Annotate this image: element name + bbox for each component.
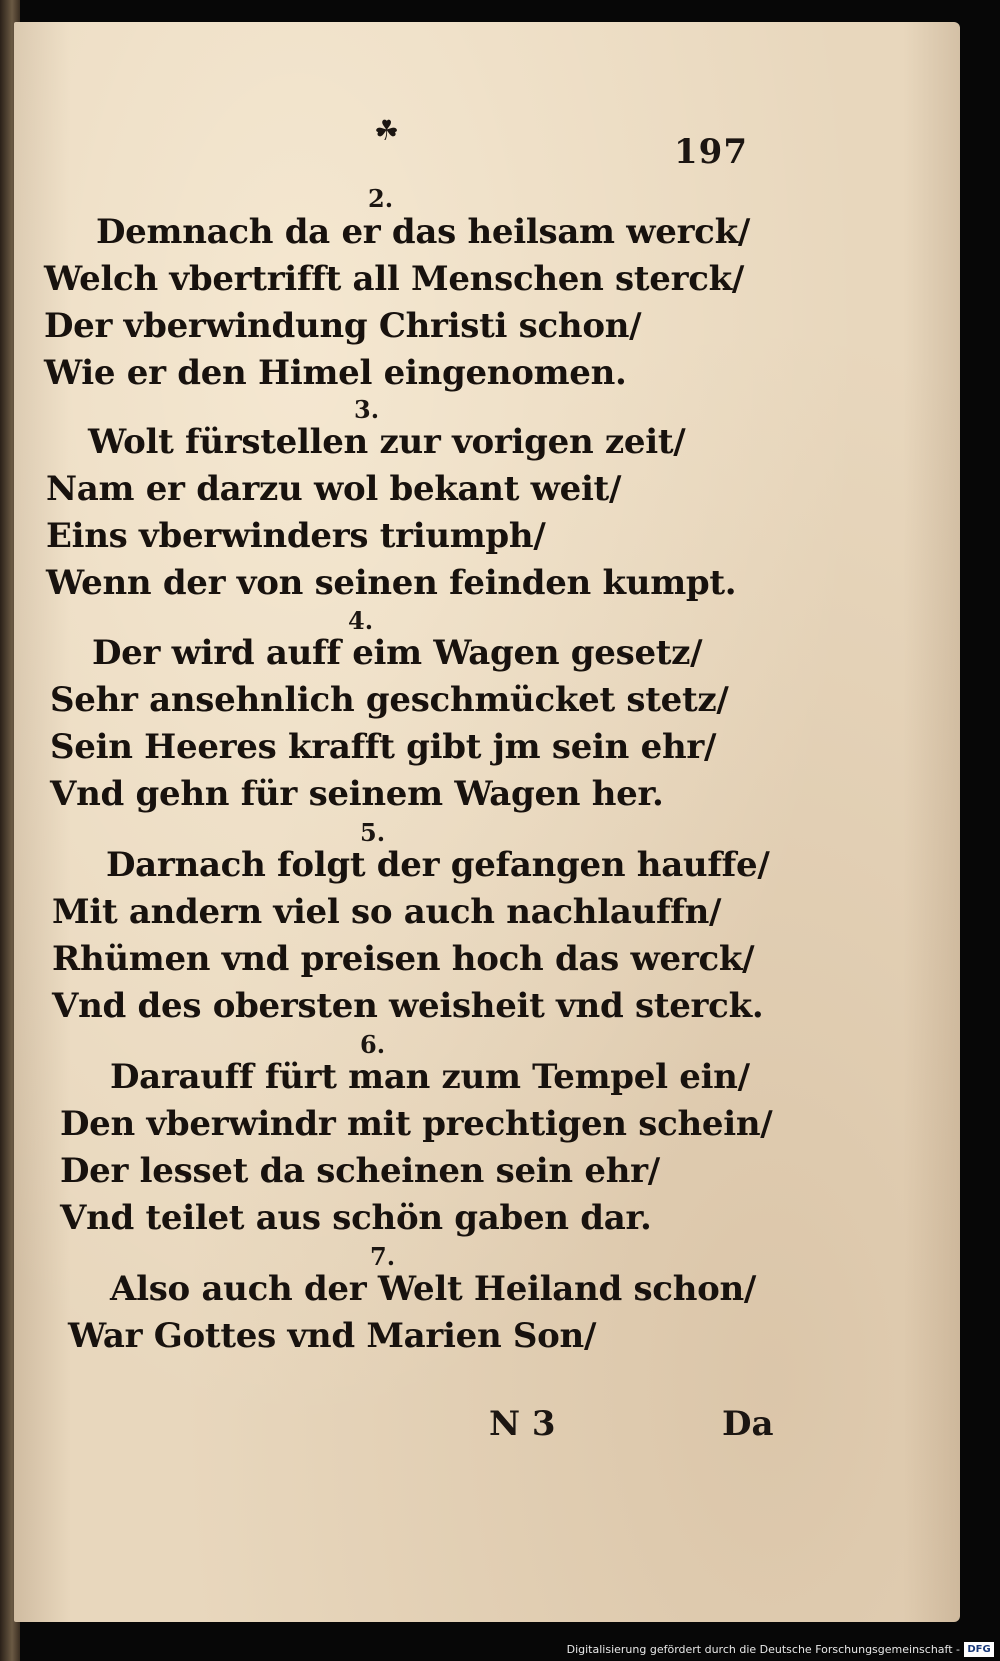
page-number: 197	[674, 132, 748, 172]
funding-credit: Digitalisierung gefördert durch die Deutsche Forschungsgemeinschaft -	[566, 1643, 960, 1656]
stanza-number: 2.	[368, 184, 394, 213]
footer-bar	[0, 1639, 1000, 1661]
verse-line: Rhümen vnd preisen hoch das werck/	[52, 939, 755, 979]
verse-line: Der lesset da scheinen sein ehr/	[60, 1151, 660, 1191]
verse-line: Nam er darzu wol bekant weit/	[46, 469, 622, 509]
verse-line: Wie er den Himel eingenomen.	[44, 353, 627, 393]
stanza-number: 7.	[370, 1242, 396, 1271]
verse-line: Also auch der Welt Heiland schon/	[110, 1269, 757, 1309]
verse-line: Wenn der von seinen feinden kumpt.	[46, 563, 737, 603]
verse-line: Wolt fürstellen zur vorigen zeit/	[88, 422, 686, 462]
verse-line: Vnd gehn für seinem Wagen her.	[50, 774, 664, 814]
verse-line: Der vberwindung Christi schon/	[44, 306, 642, 346]
verse-line: Darauff fürt man zum Tempel ein/	[110, 1057, 750, 1097]
stanza-number: 5.	[360, 818, 386, 847]
ornament-icon: ☘	[374, 114, 400, 147]
stanza-number: 4.	[348, 606, 374, 635]
dfg-logo: DFG	[964, 1642, 994, 1657]
verse-line: Vnd des obersten weisheit vnd sterck.	[52, 986, 764, 1026]
verse-line: Sehr ansehnlich geschmücket stetz/	[50, 680, 729, 720]
verse-line: Darnach folgt der gefangen hauffe/	[106, 845, 770, 885]
stanza-number: 3.	[354, 395, 380, 424]
signature-mark: N 3	[489, 1404, 556, 1444]
verse-line: Sein Heeres krafft gibt jm sein ehr/	[50, 727, 717, 767]
catchword: Da	[722, 1404, 774, 1444]
verse-line: Demnach da er das heilsam werck/	[96, 212, 750, 252]
verse-line: War Gottes vnd Marien Son/	[68, 1316, 597, 1356]
verse-line: Vnd teilet aus schön gaben dar.	[60, 1198, 652, 1238]
verse-line: Mit andern viel so auch nachlauffn/	[52, 892, 722, 932]
verse-line: Den vberwindr mit prechtigen schein/	[60, 1104, 773, 1144]
verse-line: Eins vberwinders triumph/	[46, 516, 546, 556]
stanza-number: 6.	[360, 1030, 386, 1059]
book-page	[14, 22, 960, 1622]
verse-line: Der wird auff eim Wagen gesetz/	[92, 633, 703, 673]
verse-line: Welch vbertrifft all Menschen sterck/	[44, 259, 745, 299]
